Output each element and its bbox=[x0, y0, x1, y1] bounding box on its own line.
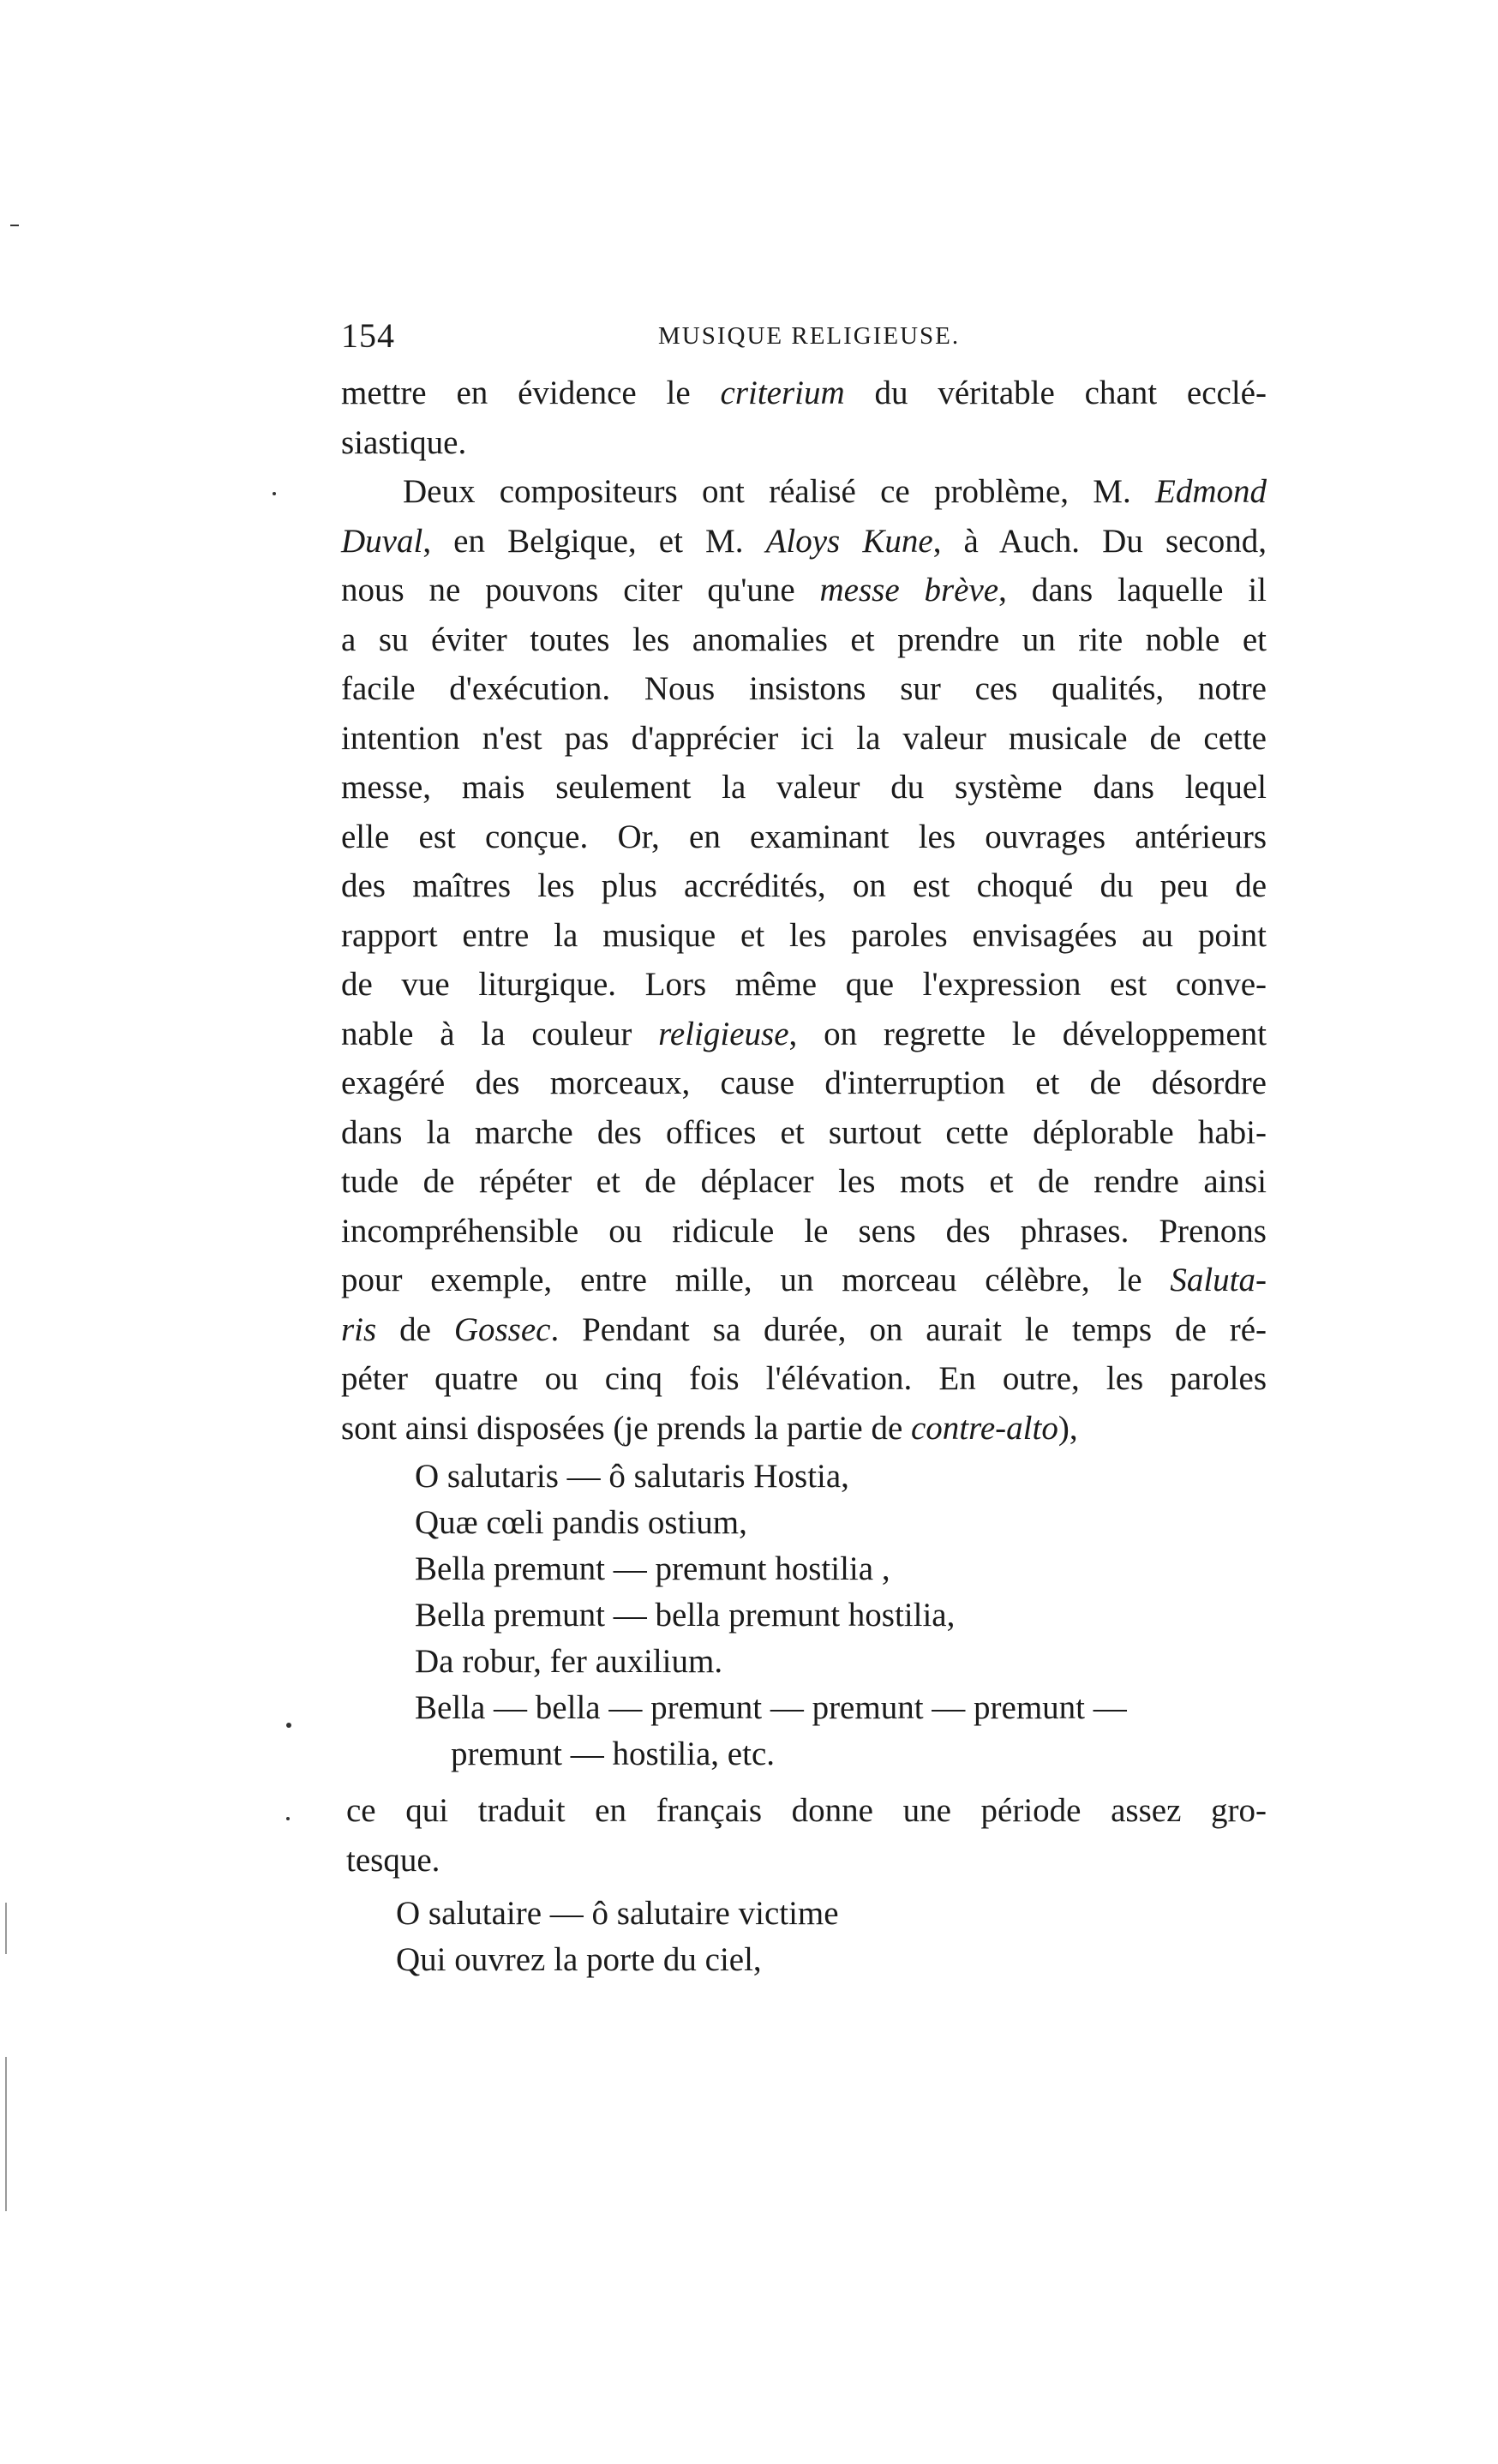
french-verse-line: Qui ouvrez la porte du ciel, bbox=[396, 1941, 762, 1978]
latin-verse-line: Bella — bella — premunt — premunt — premunt — bbox=[415, 1689, 1127, 1726]
text-line bbox=[341, 1256, 1267, 1305]
text-run: nable à la couleur bbox=[341, 1015, 659, 1052]
print-speck bbox=[286, 1817, 290, 1820]
text-run: , on regrette le développement bbox=[788, 1015, 1267, 1052]
text-run: nous ne pouvons citer qu'une bbox=[341, 572, 820, 609]
text-run: siastique. bbox=[341, 423, 467, 461]
italic-term: ris bbox=[341, 1310, 377, 1348]
scan-edge-line bbox=[5, 2057, 7, 2211]
print-speck bbox=[10, 225, 19, 226]
text-line bbox=[341, 911, 1267, 961]
text-run: , dans laquelle il bbox=[998, 572, 1267, 609]
text-line bbox=[341, 763, 1267, 812]
text-run: facile d'exécution. Nous insistons sur ces qualités, notre bbox=[341, 670, 1267, 707]
text-run: . Pendant sa durée, on aurait le temps de ré- bbox=[550, 1310, 1267, 1348]
text-run: rapport entre la musique et les paroles envisagées au point bbox=[341, 916, 1267, 954]
text-run: Deux compositeurs ont réalisé ce problème, M. bbox=[403, 473, 1155, 510]
text-run: dans la marche des offices et surtout cette déplorable habi- bbox=[341, 1113, 1267, 1151]
text-line bbox=[341, 1010, 1267, 1059]
text-run: intention n'est pas d'apprécier ici la valeur musicale de cette bbox=[341, 719, 1267, 757]
text-line bbox=[341, 517, 1267, 567]
text-line bbox=[341, 714, 1267, 764]
text-run: du véritable chant ecclé- bbox=[844, 375, 1267, 411]
section-title: MUSIQUE RELIGIEUSE. bbox=[658, 322, 961, 350]
text-line bbox=[341, 812, 1267, 862]
scan-edge-line bbox=[5, 1903, 7, 1954]
latin-verse-line: Bella premunt — bella premunt hostilia, bbox=[415, 1597, 956, 1634]
text-line bbox=[341, 861, 1267, 911]
text-line bbox=[341, 1108, 1267, 1158]
text-line bbox=[341, 1354, 1267, 1404]
italic-term: messe brève bbox=[819, 572, 999, 609]
latin-verse-line: O salutaris — ô salutaris Hostia, bbox=[415, 1458, 849, 1495]
italic-term: Aloys Kune bbox=[765, 522, 933, 560]
text-run: mettre en évidence le bbox=[341, 375, 721, 411]
text-run: sont ainsi disposées (je prends la partie de bbox=[341, 1409, 911, 1447]
french-verse-line: O salutaire — ô salutaire victime bbox=[396, 1895, 839, 1932]
text-run: elle est conçue. Or, en examinant les ouvrages antérieurs bbox=[341, 818, 1267, 855]
text-line bbox=[341, 960, 1267, 1010]
text-line bbox=[341, 467, 1267, 517]
text-line bbox=[341, 664, 1267, 714]
text-run: de vue liturgique. Lors même que l'expression est conve- bbox=[341, 966, 1267, 1003]
latin-verse-line: Bella premunt — premunt hostilia , bbox=[415, 1550, 890, 1587]
latin-verse-line: premunt — hostilia, etc. bbox=[451, 1736, 776, 1772]
text-run: , à Auch. Du second, bbox=[932, 522, 1267, 560]
text-line bbox=[341, 1305, 1267, 1355]
text-run: tude de répéter et de déplacer les mots et de rendre ainsi bbox=[341, 1163, 1267, 1200]
text-line bbox=[341, 615, 1267, 665]
text-line: ce qui traduit en français donne une période assez gro- bbox=[346, 1792, 1267, 1829]
page-number: 154 bbox=[341, 316, 395, 355]
text-run: péter quatre ou cinq fois l'élévation. En outre, les paroles bbox=[341, 1360, 1267, 1397]
french-verse-block bbox=[396, 1891, 1253, 1983]
italic-term: Gossec bbox=[453, 1310, 551, 1348]
text-line bbox=[341, 369, 1267, 418]
text-line bbox=[341, 1207, 1267, 1256]
main-paragraph bbox=[341, 369, 1267, 1453]
text-line: tesque. bbox=[346, 1841, 440, 1879]
text-line bbox=[341, 1404, 1267, 1454]
text-run: ), bbox=[1058, 1409, 1078, 1447]
italic-term: Saluta- bbox=[1170, 1262, 1267, 1298]
italic-term: criterium bbox=[720, 375, 845, 411]
latin-verse-line: Da robur, fer auxilium. bbox=[415, 1643, 723, 1680]
print-speck bbox=[286, 1723, 291, 1728]
text-line bbox=[341, 1157, 1267, 1207]
text-run: des maîtres les plus accrédités, on est choqué du peu de bbox=[341, 867, 1267, 904]
text-line bbox=[341, 566, 1267, 615]
italic-term: contre-alto bbox=[911, 1409, 1058, 1447]
running-head bbox=[341, 315, 1267, 367]
italic-term: religieuse bbox=[658, 1015, 789, 1052]
text-run: de bbox=[376, 1310, 454, 1348]
latin-verse-line: Quæ cœli pandis ostium, bbox=[415, 1504, 747, 1541]
print-speck bbox=[273, 492, 276, 495]
text-run: pour exemple, entre mille, un morceau célèbre, le bbox=[341, 1262, 1171, 1298]
italic-term: Edmond bbox=[1155, 473, 1267, 510]
text-run: a su éviter toutes les anomalies et prendre un rite noble et bbox=[341, 620, 1267, 658]
text-line bbox=[341, 418, 1267, 468]
text-run: incompréhensible ou ridicule le sens des phrases. Prenons bbox=[341, 1212, 1267, 1250]
latin-verse-block bbox=[415, 1454, 1272, 1778]
text-run: exagéré des morceaux, cause d'interruption et de désordre bbox=[341, 1064, 1267, 1101]
text-run: messe, mais seulement la valeur du système dans lequel bbox=[341, 769, 1267, 806]
text-run: , en Belgique, et M. bbox=[422, 522, 766, 560]
italic-term: Duval bbox=[341, 522, 423, 560]
text-line bbox=[341, 1058, 1267, 1108]
translation-intro bbox=[346, 1786, 1267, 1885]
